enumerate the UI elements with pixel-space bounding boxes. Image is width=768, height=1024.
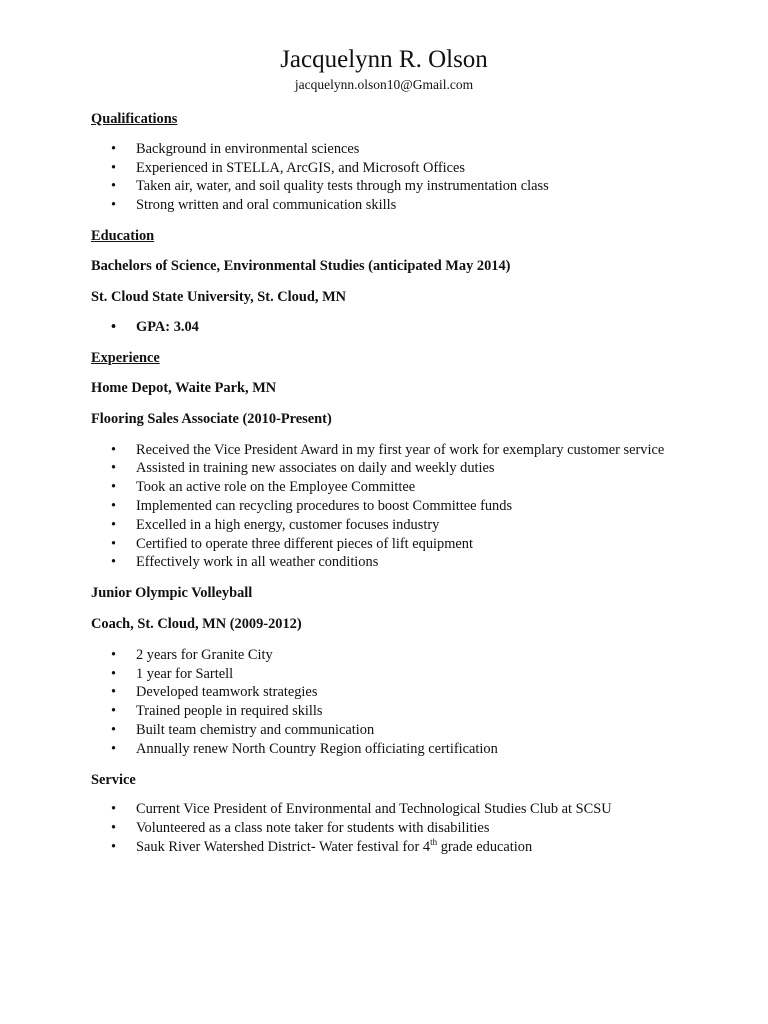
job2-duties-list [91,646,681,759]
section-title-qualifications: Qualifications [91,111,178,127]
bullet-icon: • [111,665,117,682]
section-title-service: Service [91,771,136,788]
role-line: Coach, St. Cloud, MN (2009-2012) [91,615,302,632]
bullet-icon: • [111,479,117,496]
education-list [91,318,681,337]
list-item: • Experienced in STELLA, ArcGIS, and Microsoft Offices [111,159,466,176]
applicant-name: Jacquelynn R. Olson [280,46,488,73]
bullet-icon: • [111,721,117,738]
list-item: • Taken air, water, and soil quality tests through my instrumentation class [111,178,549,195]
list-item: • Developed teamwork strategies [111,684,318,701]
bullet-icon: • [111,140,117,157]
list-item: • Assisted in training new associates on daily and weekly duties [111,460,495,477]
bullet-icon: • [111,820,117,837]
list-item: • Built team chemistry and communication [111,721,375,738]
list-item: • GPA: 3.04 [111,319,199,336]
list-item: • Annually renew North Country Region officiating certification [111,740,498,757]
list-item: • Current Vice President of Environmental and Technological Studies Club at SCSU [111,801,612,818]
list-item: • Effectively work in all weather conditions [111,554,379,571]
bullet-icon: • [111,684,117,701]
list-item: • Background in environmental sciences [111,140,360,157]
list-item: • Received the Vice President Award in my first year of work for exemplary customer service [111,441,665,458]
list-item: • Took an active role on the Employee Committee [111,479,416,496]
qualifications-list [91,140,681,215]
employer-line: Home Depot, Waite Park, MN [91,379,277,396]
bullet-icon: • [111,535,117,552]
section-title-education: Education [91,227,155,244]
list-item: • Trained people in required skills [111,703,323,720]
bullet-icon: • [111,497,117,514]
bullet-icon: • [111,554,117,571]
bullet-icon: • [111,178,117,195]
bullet-icon: • [111,801,117,818]
list-item: • Sauk River Watershed District- Water festival for 4th grade education [111,837,533,855]
service-list [91,800,681,856]
list-item: • Strong written and oral communication skills [111,197,397,214]
bullet-icon: • [111,646,117,663]
list-item: • Implemented can recycling procedures to boost Committee funds [111,497,513,514]
list-item: • Certified to operate three different pieces of lift equipment [111,535,473,552]
resume-body [91,110,681,869]
list-item: • 2 years for Granite City [111,646,273,663]
list-item: • Excelled in a high energy, customer focuses industry [111,516,440,533]
bullet-icon: • [111,516,117,533]
bullet-icon: • [111,319,117,336]
employer-line: Junior Olympic Volleyball [91,585,253,602]
job1-duties-list [91,441,681,573]
bullet-icon: • [111,740,117,757]
list-item: • 1 year for Sartell [111,665,234,682]
bullet-icon: • [111,441,117,458]
bullet-icon: • [111,838,117,855]
school-line: St. Cloud State University, St. Cloud, MN [91,288,347,305]
bullet-icon: • [111,159,117,176]
list-item: • Volunteered as a class note taker for students with disabilities [111,820,490,837]
degree-line: Bachelors of Science, Environmental Studies (anticipated May 2014) [91,257,511,274]
bullet-icon: • [111,703,117,720]
section-title-experience: Experience [91,350,160,367]
bullet-icon: • [111,460,117,477]
role-line: Flooring Sales Associate (2010-Present) [91,410,332,427]
ordinal-suffix: th [430,837,438,848]
bullet-icon: • [111,197,117,214]
applicant-email: jacquelynn.olson10@Gmail.com [294,77,474,92]
